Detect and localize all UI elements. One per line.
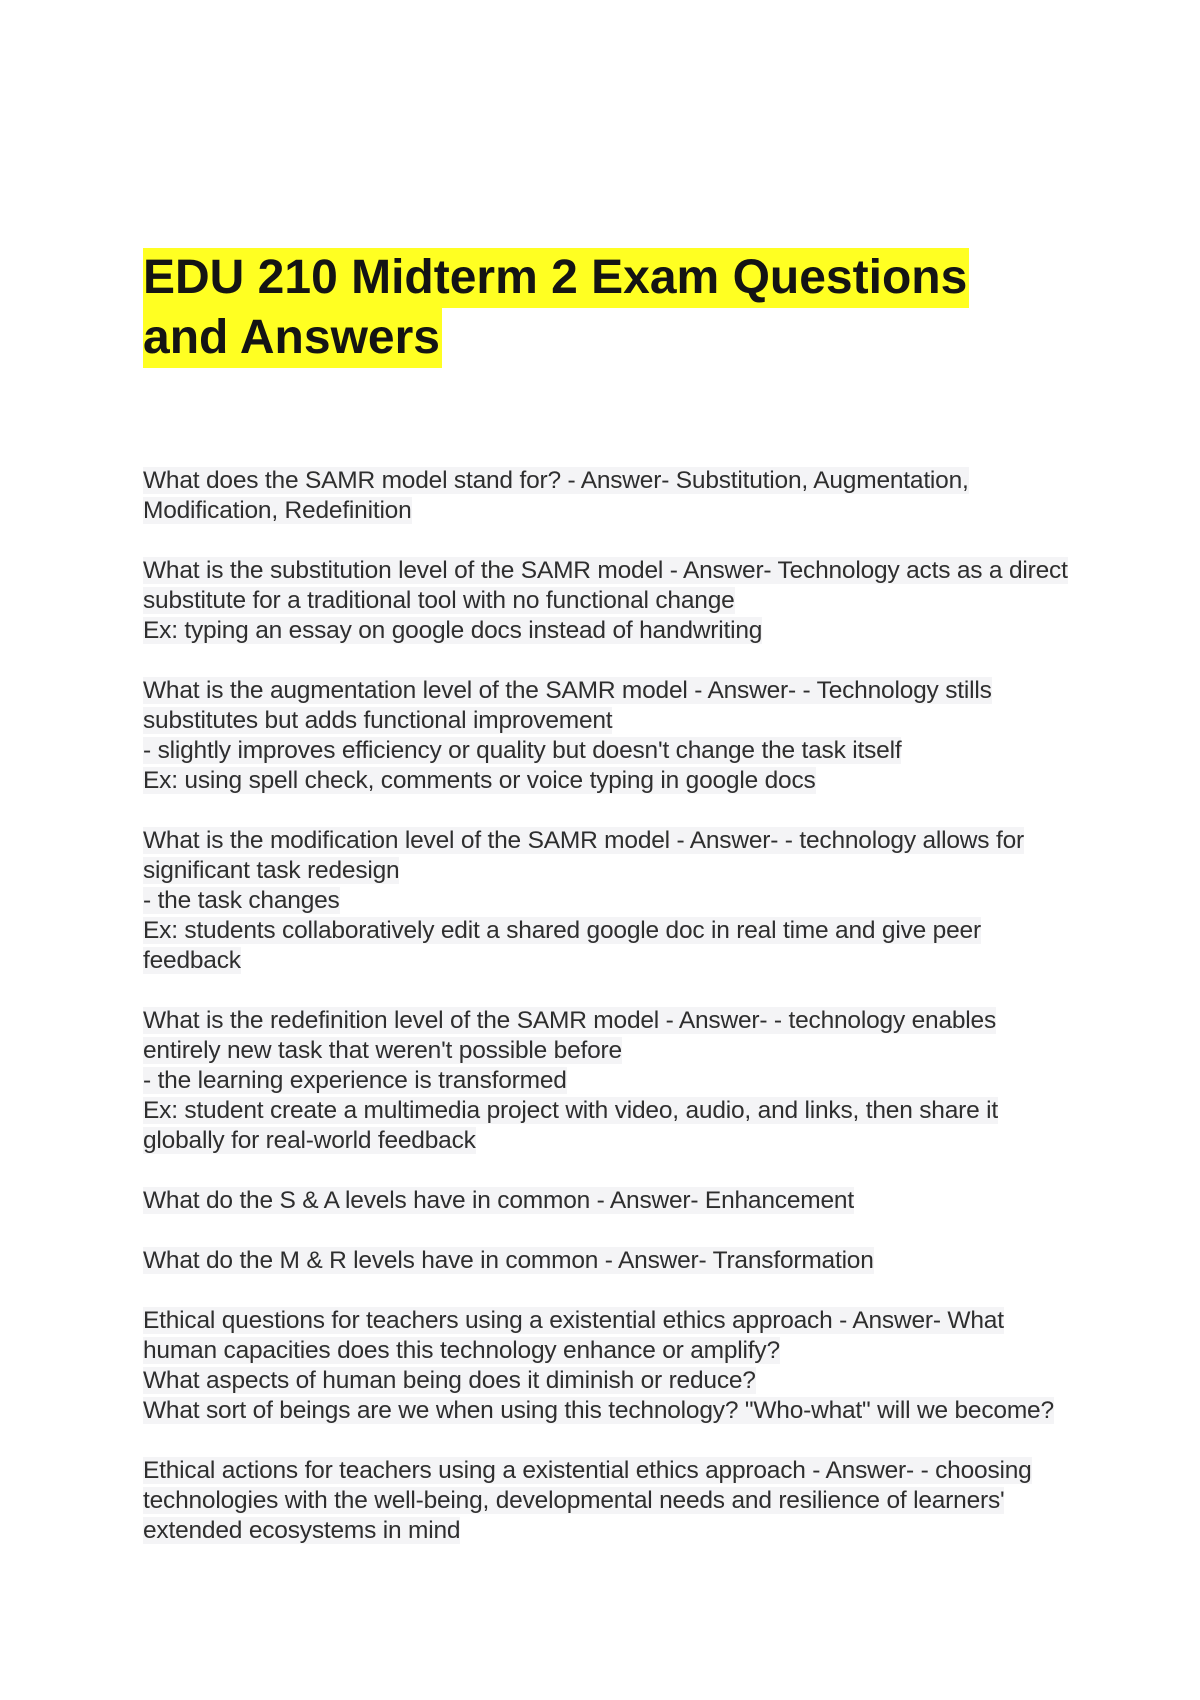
qa-line [143,496,1083,526]
qa-line-text: technologies with the well-being, developmental needs and resilience of learners' [143,1487,1005,1514]
qa-line [143,1396,1083,1426]
qa-line-text: What is the redefinition level of the SAMR model - Answer- - technology enables [143,1007,997,1034]
qa-item [143,1006,1083,1156]
qa-line-text: substitutes but adds functional improvement [143,707,613,734]
qa-line [143,1246,1083,1276]
qa-item [143,1186,1083,1216]
qa-line [143,736,1083,766]
qa-line-text: What do the S & A levels have in common - Answer- Enhancement [143,1187,854,1214]
qa-line-text: What is the modification level of the SAMR model - Answer- - technology allows for [143,827,1024,854]
qa-line-text: Modification, Redefinition [143,497,412,524]
qa-line-text: entirely new task that weren't possible before [143,1037,622,1064]
qa-line-text: significant task redesign [143,857,400,884]
qa-line [143,466,1083,496]
qa-line [143,1096,1083,1126]
qa-line [143,616,1083,646]
qa-line-text: What sort of beings are we when using this technology? "Who-what" will we become? [143,1397,1054,1424]
qa-line-text: What is the substitution level of the SAMR model - Answer- Technology acts as a direct [143,557,1068,584]
qa-line [143,706,1083,736]
qa-item [143,1456,1083,1546]
qa-item [143,1306,1083,1426]
qa-line [143,556,1083,586]
qa-line-text: feedback [143,947,241,974]
qa-line-text: Ex: students collaboratively edit a shared google doc in real time and give peer [143,917,981,944]
qa-line-text: - the task changes [143,887,340,914]
title-line-text: and Answers [143,308,442,368]
qa-line [143,1186,1083,1216]
qa-line-text: substitute for a traditional tool with no functional change [143,587,735,614]
qa-line-text: Ex: student create a multimedia project with video, audio, and links, then share it [143,1097,998,1124]
qa-line-text: What do the M & R levels have in common - Answer- Transformation [143,1247,874,1274]
qa-line [143,886,1083,916]
qa-line [143,1516,1083,1546]
qa-line [143,1126,1083,1156]
qa-line [143,1306,1083,1336]
qa-line [143,1066,1083,1096]
qa-line [143,766,1083,796]
qa-line [143,676,1083,706]
qa-line [143,1366,1083,1396]
qa-line-text: globally for real-world feedback [143,1127,476,1154]
qa-line-text: What aspects of human being does it diminish or reduce? [143,1367,756,1394]
title-line [143,248,1043,308]
qa-item [143,676,1083,796]
qa-line-text: - slightly improves efficiency or quality but doesn't change the task itself [143,737,902,764]
qa-line-text: What is the augmentation level of the SAMR model - Answer- - Technology stills [143,677,992,704]
qa-line-text: Ex: typing an essay on google docs instead of handwriting [143,617,763,644]
qa-line [143,916,1083,946]
qa-line-text: - the learning experience is transformed [143,1067,567,1094]
qa-line [143,1036,1083,1066]
qa-line [143,856,1083,886]
title-line-text: EDU 210 Midterm 2 Exam Questions [143,248,969,308]
qa-line-text: extended ecosystems in mind [143,1517,461,1544]
qa-line [143,826,1083,856]
qa-item [143,1246,1083,1276]
qa-line [143,1336,1083,1366]
qa-line [143,1006,1083,1036]
qa-item [143,466,1083,526]
qa-item [143,556,1083,646]
qa-line [143,1486,1083,1516]
qa-line-text: human capacities does this technology enhance or amplify? [143,1337,780,1364]
qa-line-text: Ethical questions for teachers using a existential ethics approach - Answer- What [143,1307,1004,1334]
qa-line [143,946,1083,976]
qa-item [143,826,1083,976]
document-title [143,248,1043,368]
qa-line-text: Ex: using spell check, comments or voice typing in google docs [143,767,816,794]
qa-list [143,466,1083,1576]
qa-line-text: Ethical actions for teachers using a existential ethics approach - Answer- - choosing [143,1457,1032,1484]
qa-line [143,1456,1083,1486]
qa-line-text: What does the SAMR model stand for? - Answer- Substitution, Augmentation, [143,467,969,494]
qa-line [143,586,1083,616]
title-line [143,308,1043,368]
